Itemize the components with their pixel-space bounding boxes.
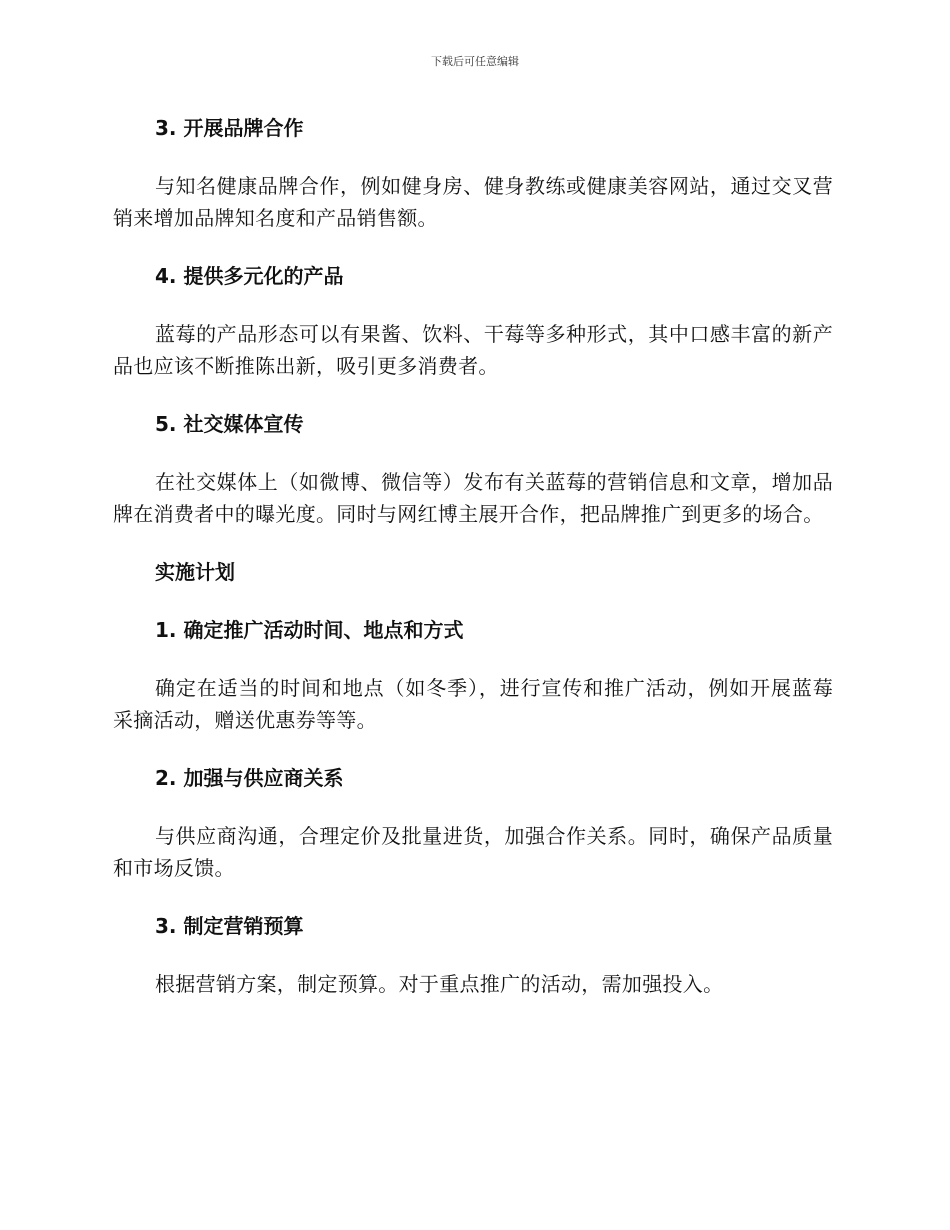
paragraph-marketing-budget: 根据营销方案，制定预算。对于重点推广的活动，需加强投入。 bbox=[155, 972, 724, 996]
heading-brand-cooperation: 3. 开展品牌合作 bbox=[155, 116, 304, 140]
heading-marketing-budget: 3. 制定营销预算 bbox=[155, 914, 304, 938]
heading-social-media: 5. 社交媒体宣传 bbox=[155, 412, 304, 436]
paragraph-supplier-relations: 与供应商沟通，合理定价及批量进货，加强合作关系。同时，确保产品质量和市场反馈。 bbox=[113, 824, 833, 880]
heading-activity-schedule: 1. 确定推广活动时间、地点和方式 bbox=[155, 618, 464, 642]
heading-supplier-relations: 2. 加强与供应商关系 bbox=[155, 766, 344, 790]
paragraph-activity-schedule: 确定在适当的时间和地点（如冬季），进行宣传和推广活动，例如开展蓝莓采摘活动，赠送优惠券等等。 bbox=[113, 676, 833, 732]
heading-implementation-plan: 实施计划 bbox=[155, 560, 235, 584]
paragraph-brand-cooperation: 与知名健康品牌合作，例如健身房、健身教练或健康美容网站，通过交叉营销来增加品牌知名度和产品销售额。 bbox=[113, 174, 833, 230]
document-body bbox=[113, 112, 833, 1026]
page-header: 下载后可任意编辑 bbox=[431, 55, 519, 68]
paragraph-diversified-products: 蓝莓的产品形态可以有果酱、饮料、干莓等多种形式，其中口感丰富的新产品也应该不断推陈出新，吸引更多消费者。 bbox=[113, 322, 833, 378]
paragraph-social-media: 在社交媒体上（如微博、微信等）发布有关蓝莓的营销信息和文章，增加品牌在消费者中的曝光度。同时与网红博主展开合作，把品牌推广到更多的场合。 bbox=[113, 470, 833, 526]
heading-diversified-products: 4. 提供多元化的产品 bbox=[155, 264, 344, 288]
